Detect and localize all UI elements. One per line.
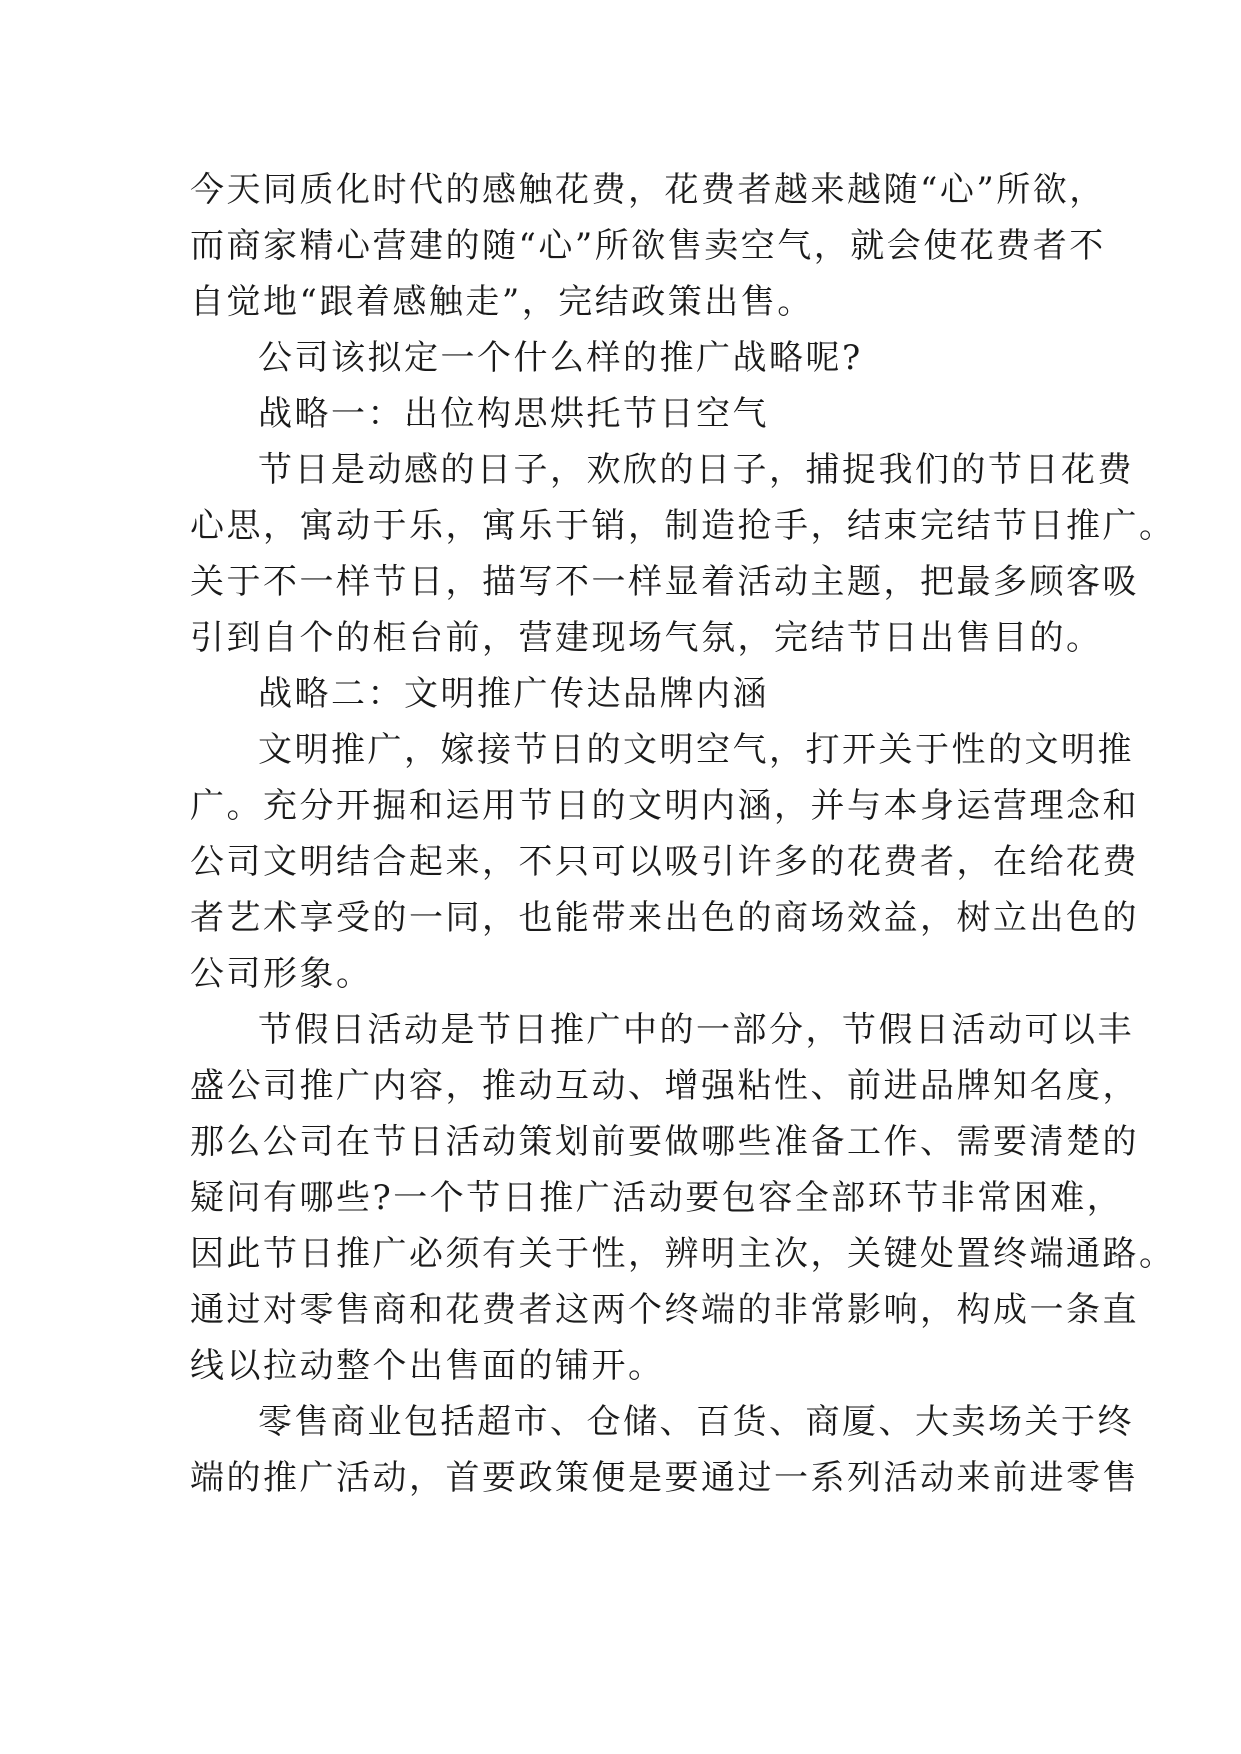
text-line: 公司形象。 <box>190 954 373 994</box>
text-line: 广。充分开掘和运用节日的文明内涵，并与本身运营理念和 <box>190 786 1139 826</box>
text-line: 线以拉动整个出售面的铺开。 <box>190 1346 665 1386</box>
text-line: 疑问有哪些?一个节日推广活动要包容全部环节非常困难， <box>190 1178 1124 1218</box>
paragraph <box>190 1394 1139 1506</box>
text-line: 关于不一样节日，描写不一样显着活动主题，把最多顾客吸 <box>190 562 1139 602</box>
question-heading: 公司该拟定一个什么样的推广战略呢? <box>258 338 863 378</box>
paragraph <box>190 162 1106 330</box>
text-line: 节假日活动是节日推广中的一部分，节假日活动可以丰 <box>258 1010 1134 1050</box>
text-line: 引到自个的柜台前，营建现场气氛，完结节日出售目的。 <box>190 618 1103 658</box>
document-body <box>190 162 1176 1506</box>
paragraph <box>190 442 1176 666</box>
text-line: 盛公司推广内容，推动互动、增强粘性、前进品牌知名度， <box>190 1066 1139 1106</box>
text-line: 文明推广，嫁接节日的文明空气，打开关于性的文明推 <box>258 730 1134 770</box>
strategy-one-heading: 战略一：出位构思烘托节日空气 <box>258 394 769 434</box>
paragraph <box>190 330 1070 386</box>
text-line: 公司文明结合起来，不只可以吸引许多的花费者，在给花费 <box>190 842 1139 882</box>
strategy-two-heading: 战略二：文明推广传达品牌内涵 <box>258 674 769 714</box>
text-line: 节日是动感的日子，欢欣的日子，捕捉我们的节日花费 <box>258 450 1134 490</box>
text-line: 者艺术享受的一同，也能带来出色的商场效益，树立出色的 <box>190 898 1139 938</box>
paragraph <box>190 666 1070 722</box>
text-line: 自觉地“跟着感触走”，完结政策出售。 <box>190 282 814 322</box>
paragraph <box>190 1002 1176 1394</box>
text-line: 那么公司在节日活动策划前要做哪些准备工作、需要清楚的 <box>190 1122 1139 1162</box>
text-line: 零售商业包括超市、仓储、百货、商厦、大卖场关于终 <box>258 1402 1134 1442</box>
text-line: 通过对零售商和花费者这两个终端的非常影响，构成一条直 <box>190 1290 1139 1330</box>
text-line: 端的推广活动，首要政策便是要通过一系列活动来前进零售 <box>190 1458 1139 1498</box>
text-line: 因此节日推广必须有关于性，辨明主次，关键处置终端通路。 <box>190 1234 1176 1274</box>
text-line: 今天同质化时代的感触花费，花费者越来越随“心”所欲， <box>190 170 1106 210</box>
text-line: 而商家精心营建的随“心”所欲售卖空气，就会使花费者不 <box>190 226 1106 266</box>
paragraph <box>190 386 1070 442</box>
paragraph <box>190 722 1139 1002</box>
text-line: 心思，寓动于乐，寓乐于销，制造抢手，结束完结节日推广。 <box>190 506 1176 546</box>
